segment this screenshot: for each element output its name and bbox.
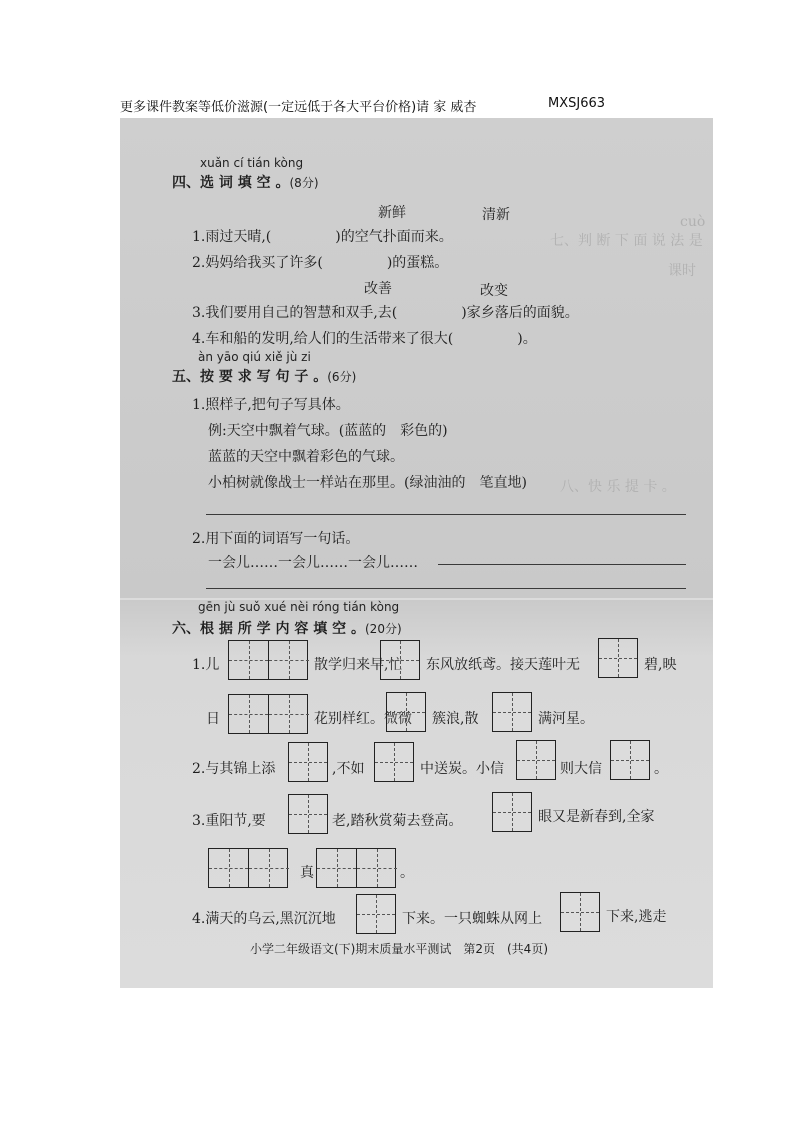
fill-text: 下来,逃走 [606, 909, 667, 925]
fill-text: 则大信 [560, 761, 602, 777]
word-prompt: 一会儿……一会儿……一会儿…… [208, 555, 418, 571]
fill-text: 。 [654, 761, 668, 777]
char-box[interactable] [374, 742, 414, 782]
page-footer: 小学二年级语文(下)期末质量水平测试 第2页 (共4页) [250, 942, 548, 956]
char-box[interactable] [610, 740, 650, 780]
fill-text: 老,踏秋赏菊去登高。 [332, 813, 463, 829]
char-box[interactable] [598, 638, 638, 678]
fill-text: 满河星。 [538, 711, 594, 727]
char-box[interactable] [288, 742, 328, 782]
word-option: 改善 [364, 281, 392, 297]
q-part: )。 [517, 331, 537, 347]
ghost-text: cuò [680, 214, 706, 230]
fill-text: 中送炭。小信 [420, 761, 504, 777]
ghost-text: 八、快 乐 提 卡 。 [560, 479, 676, 495]
sec5-title [172, 366, 356, 386]
q-part: )的空气扑面而来。 [335, 229, 453, 245]
sec4-score: (8分) [289, 176, 319, 190]
sec6-score: (20分) [365, 622, 402, 636]
q-part: 3.我们要用自己的智慧和双手,去( [192, 305, 398, 321]
fill-text: 2.与其锦上添 [192, 761, 276, 777]
char-box[interactable] [560, 892, 600, 932]
char-box-double[interactable] [316, 848, 396, 888]
fill-text: 碧,映 [644, 657, 677, 673]
fill-text: 4.满天的乌云,黑沉沉地 [192, 911, 336, 927]
ghost-text: 七、判 断 下 面 说 法 是 [550, 233, 703, 249]
sec6-pinyin: gēn jù suǒ xué nèi róng tián kòng [198, 600, 400, 614]
fill-text: 真 [300, 865, 314, 881]
fill-text: 下来。一只蜘蛛从网上 [402, 911, 542, 927]
sec4-title [172, 172, 319, 192]
header-text: 更多课件教案等低价滋源(一定远低于各大平台价格)请 家 威杏 [120, 100, 477, 115]
char-box-double[interactable] [208, 848, 288, 888]
fill-text: 眼又是新春到,全家 [538, 809, 655, 825]
question-text: 1.照样子,把句子写具体。 [192, 397, 350, 413]
example-text: 例:天空中飘着气球。(蓝蓝的 彩色的) [208, 423, 448, 439]
ghost-text: 课时 [668, 263, 696, 279]
sec4-pinyin: xuǎn cí tián kòng [200, 156, 304, 170]
question-text: 2.用下面的词语写一句话。 [192, 531, 360, 547]
char-box[interactable] [288, 794, 328, 834]
word-option: 清新 [482, 207, 510, 223]
answer-line[interactable] [206, 588, 686, 589]
answer-line[interactable] [438, 564, 686, 565]
header-code: MXSJ663 [548, 96, 606, 111]
word-option: 改变 [480, 283, 508, 299]
sec6-title [172, 618, 402, 638]
char-box[interactable] [386, 692, 426, 732]
char-box[interactable] [516, 740, 556, 780]
question-text [192, 302, 579, 322]
example-answer: 蓝蓝的天空中飘着彩色的气球。 [208, 449, 404, 465]
fill-text: ,不如 [332, 761, 365, 777]
char-box[interactable] [380, 640, 420, 680]
char-box[interactable] [356, 894, 396, 934]
answer-line[interactable] [206, 514, 686, 515]
fill-text: 。 [400, 865, 414, 881]
fill-text: 散学归来早,忙 [314, 657, 403, 673]
q-part: )家乡落后的面貌。 [461, 305, 579, 321]
q-part: )的蛋糕。 [386, 255, 449, 271]
exam-photo [120, 118, 713, 988]
char-box-double[interactable] [228, 640, 308, 680]
sec5-title-text: 五、按 要 求 写 句 子 。 [172, 369, 328, 385]
fill-text: 簇浪,散 [432, 711, 479, 727]
fill-text: 日 [206, 711, 220, 727]
question-text [192, 328, 537, 348]
char-box-double[interactable] [228, 694, 308, 734]
fill-text: 花别样红。微微 [314, 711, 412, 727]
char-box[interactable] [492, 692, 532, 732]
fill-text: 1.儿 [192, 657, 220, 673]
sec4-title-text: 四、选 词 填 空 。 [172, 175, 290, 191]
question-text [192, 252, 448, 272]
page-header [120, 96, 680, 116]
task-text: 小柏树就像战士一样站在那里。(绿油油的 笔直地) [208, 475, 527, 491]
question-text [192, 226, 453, 246]
fill-text: 东风放纸鸢。接天莲叶无 [426, 657, 580, 673]
char-box[interactable] [492, 792, 532, 832]
q-part: 2.妈妈给我买了许多( [192, 255, 323, 271]
q-part: 4.车和船的发明,给人们的生活带来了很大( [192, 331, 454, 347]
sec5-pinyin: àn yāo qiú xiě jù zi [198, 350, 311, 364]
sec5-score: (6分) [327, 370, 357, 384]
fill-text: 3.重阳节,要 [192, 813, 266, 829]
word-option: 新鲜 [378, 205, 406, 221]
sec6-title-text: 六、根 据 所 学 内 容 填 空 。 [172, 621, 365, 637]
q-part: 1.雨过天晴,( [192, 229, 272, 245]
